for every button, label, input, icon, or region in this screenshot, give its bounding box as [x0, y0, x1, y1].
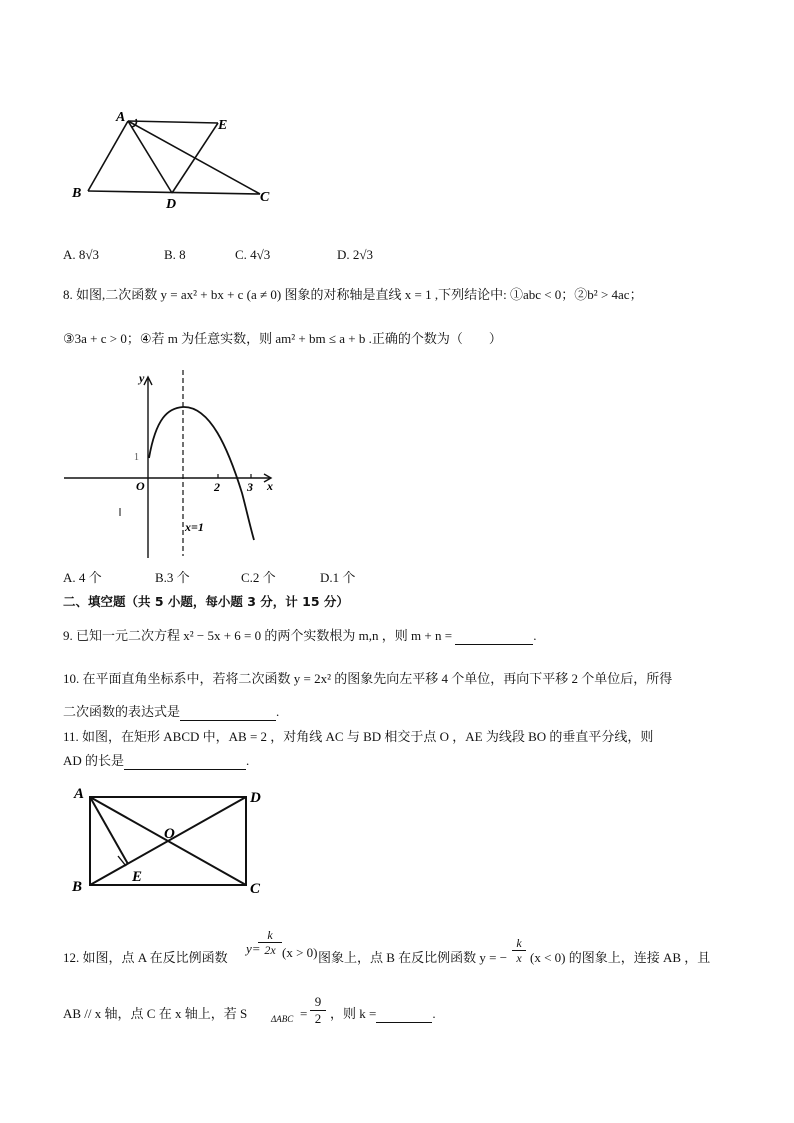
q12-answer-blank[interactable]: [376, 1008, 432, 1023]
q11-figure: [68, 782, 278, 900]
label-D: D: [250, 790, 261, 806]
label-B: B: [72, 879, 83, 895]
label-C: C: [260, 190, 270, 205]
q12-end: .: [432, 1006, 436, 1021]
segment-AE: [128, 121, 218, 123]
label-B: B: [72, 186, 82, 201]
label-3: 3: [247, 480, 253, 494]
q7-option-c: C. 4√3: [235, 247, 271, 262]
label-A: A: [116, 110, 126, 125]
q11-line2: AD 的长是: [63, 753, 125, 768]
q10-answer-blank[interactable]: [180, 706, 276, 721]
q7-option-b: B. 8: [164, 247, 186, 262]
q8-line1: 8. 如图,二次函数 y = ax² + bx + c (a ≠ 0) 图象的对称轴是直线 x = 1 ,下列结论中: ①abc < 0；②b² > 4ac；: [63, 287, 643, 302]
q12-line2-end-row: [330, 1005, 436, 1023]
q12-fraction-1: [258, 928, 282, 957]
segment-BC: [88, 191, 260, 194]
q12-fraction-3: [310, 994, 326, 1027]
q12-line1a: 12. 如图，点 A 在反比例函数: [63, 950, 228, 965]
q12-frac3-den: 2: [310, 1010, 326, 1027]
q12-line1b: 图象上，点 B 在反比例函数 y = −: [318, 950, 508, 965]
q12-frac1-num: k: [267, 928, 273, 942]
q9-answer-blank[interactable]: [455, 630, 533, 645]
q7-option-d: D. 2√3: [337, 247, 374, 262]
label-C: C: [250, 881, 261, 897]
q9-end: .: [533, 628, 537, 643]
q8-option-c: C.2 个: [241, 570, 276, 585]
q12-line2c: ，则 k =: [330, 1006, 377, 1021]
label-A: A: [74, 786, 85, 802]
segment-AC: [128, 121, 260, 194]
q8-figure: [60, 368, 290, 560]
q8-option-a: A. 4 个: [63, 570, 102, 585]
q10-end: .: [276, 704, 280, 719]
q12-line2a: AB // x 轴，点 C 在 x 轴上，若 S: [63, 1006, 248, 1021]
label-y-tick: 1: [134, 452, 139, 463]
label-x: x: [267, 479, 273, 493]
label-D: D: [166, 197, 177, 212]
q12-cond2: (x < 0) 的图象上，连接 AB ，且: [530, 950, 711, 965]
label-E: E: [218, 118, 228, 133]
label-axis-eq: x=1: [185, 520, 204, 534]
section-title: 二、填空题（共 5 小题，每小题 3 分，计 15 分）: [63, 594, 349, 609]
q12-frac3-num: 9: [314, 994, 322, 1009]
segment-AB: [88, 121, 128, 191]
q8-line2: ③3a + c > 0；④若 m 为任意实数，则 am² + bm ≤ a + b .正确的个数为（ ）: [63, 331, 502, 346]
segment-AD: [128, 121, 172, 193]
q12-frac2-num: k: [516, 936, 522, 950]
q8-option-b: B.3 个: [155, 570, 190, 585]
q9-text: 9. 已知一元二次方程 x² − 5x + 6 = 0 的两个实数根为 m,n ，则 m + n =: [63, 628, 453, 643]
q12-frac2-den: x: [512, 950, 526, 965]
q9: [63, 627, 537, 645]
q12-line2b: =: [300, 1006, 308, 1021]
q10-line1: 10. 在平面直角坐标系中，若将二次函数 y = 2x² 的图象先向左平移 4 个单位，再向下平移 2 个单位后，所得: [63, 671, 673, 686]
q7-figure: [60, 105, 290, 215]
q11-end: .: [246, 753, 250, 768]
q12-frac1-den: 2x: [258, 942, 282, 957]
q11-line1: 11. 如图，在矩形 ABCD 中，AB = 2 ，对角线 AC 与 BD 相交于点 O ，AE 为线段 BO 的垂直平分线，则: [63, 729, 654, 744]
q12-cond1: (x > 0): [282, 945, 318, 960]
label-2: 2: [214, 480, 220, 494]
label-O: O: [136, 479, 145, 493]
q10-line2-row: [63, 703, 279, 721]
q7-option-a: A. 8√3: [63, 247, 100, 262]
q12-subscript: ΔABC: [271, 1014, 294, 1024]
label-y: y: [139, 371, 145, 385]
label-O: O: [164, 826, 175, 842]
q11-answer-blank[interactable]: [124, 755, 246, 770]
q8-option-d: D.1 个: [320, 570, 356, 585]
label-E: E: [132, 869, 143, 885]
segment-ED: [172, 123, 218, 193]
q12-y-label: y=: [246, 941, 261, 956]
q12-fraction-2: [512, 936, 526, 965]
q10-line2: 二次函数的表达式是: [63, 704, 181, 719]
q11-line2-row: [63, 752, 249, 770]
